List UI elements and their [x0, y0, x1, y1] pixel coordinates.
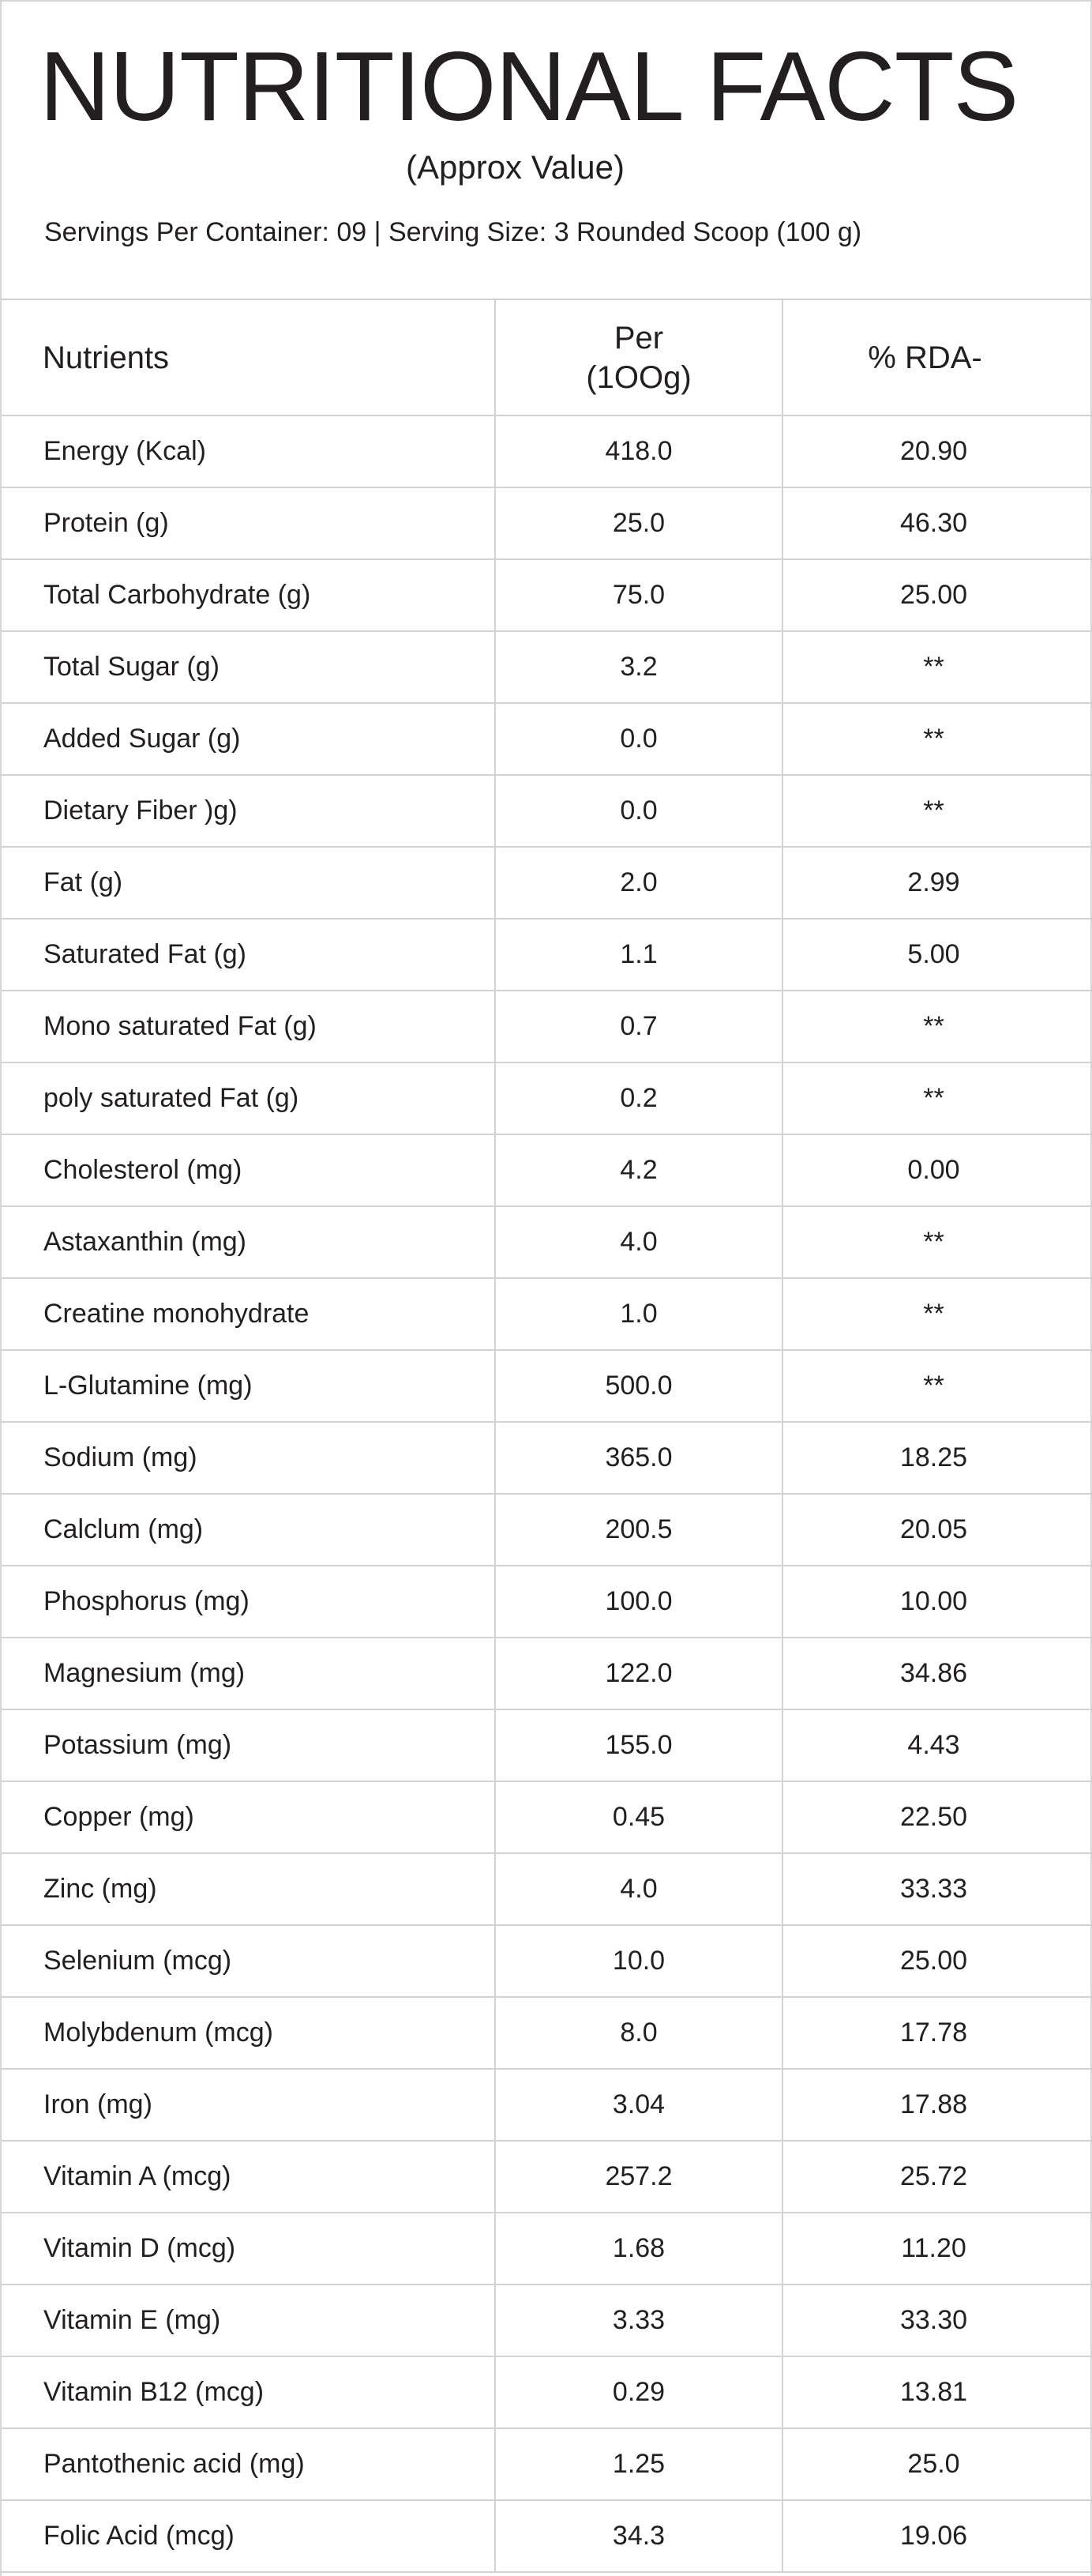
nutrient-name: Added Sugar (g): [2, 703, 495, 775]
nutrient-name: Total Sugar (g): [2, 631, 495, 703]
nutrient-name: Phosphorus (mg): [2, 1566, 495, 1638]
table-row: [2, 1350, 1090, 1422]
table-row: [2, 416, 1090, 487]
nutrient-per-100g: 365.0: [495, 1422, 782, 1494]
nutrient-name: Vitamin E (mg): [2, 2285, 495, 2356]
table-row: [2, 1853, 1090, 1925]
table-row: [2, 1134, 1090, 1206]
nutrient-per-100g: 3.2: [495, 631, 782, 703]
nutrient-name: Saturated Fat (g): [2, 919, 495, 991]
nutrient-name: Magnesium (mg): [2, 1638, 495, 1709]
nutrient-per-100g: 0.0: [495, 703, 782, 775]
table-row: [2, 2285, 1090, 2356]
table-header-row: [2, 300, 1090, 416]
nutrient-per-100g: 155.0: [495, 1709, 782, 1781]
nutrient-name: Iron (mg): [2, 2069, 495, 2141]
nutrient-per-100g: 1.68: [495, 2213, 782, 2285]
nutrient-name: Mono saturated Fat (g): [2, 991, 495, 1062]
column-header-rda: % RDA-: [782, 300, 1090, 416]
nutrient-name: Fat (g): [2, 847, 495, 919]
nutrient-name: Folic Acid (mcg): [2, 2500, 495, 2572]
nutrient-name: Copper (mg): [2, 1781, 495, 1853]
nutrient-name: Molybdenum (mcg): [2, 1997, 495, 2069]
nutrient-rda: 10.00: [782, 1566, 1090, 1638]
nutrient-name: Protein (g): [2, 487, 495, 559]
nutrient-rda: 25.0: [782, 2428, 1090, 2500]
table-row: [2, 1997, 1090, 2069]
table-row: [2, 2213, 1090, 2285]
nutrient-rda: **: [782, 1062, 1090, 1134]
nutrient-per-100g: 200.5: [495, 1494, 782, 1566]
nutrient-rda: 22.50: [782, 1781, 1090, 1853]
nutrient-rda: 25.00: [782, 1925, 1090, 1997]
table-row: [2, 703, 1090, 775]
column-header-nutrients: Nutrients: [2, 300, 495, 416]
nutrient-per-100g: 0.7: [495, 991, 782, 1062]
nutrient-rda: 5.00: [782, 919, 1090, 991]
table-row: [2, 2356, 1090, 2428]
nutrient-per-100g: 0.0: [495, 775, 782, 847]
column-header-per-unit: (1OOg): [586, 359, 692, 395]
nutrient-per-100g: 1.1: [495, 919, 782, 991]
nutrient-rda: **: [782, 703, 1090, 775]
nutrient-rda: 20.05: [782, 1494, 1090, 1566]
nutrient-name: Dietary Fiber )g): [2, 775, 495, 847]
table-row: [2, 919, 1090, 991]
table-row: [2, 2428, 1090, 2500]
table-body: [2, 416, 1090, 2572]
nutrient-name: Total Carbohydrate (g): [2, 559, 495, 631]
nutrient-name: Selenium (mcg): [2, 1925, 495, 1997]
nutrient-rda: **: [782, 1206, 1090, 1278]
nutrient-per-100g: 0.2: [495, 1062, 782, 1134]
nutrient-rda: 19.06: [782, 2500, 1090, 2572]
nutrient-rda: 33.33: [782, 1853, 1090, 1925]
nutrient-per-100g: 10.0: [495, 1925, 782, 1997]
table-row: [2, 991, 1090, 1062]
table-row: [2, 1781, 1090, 1853]
nutrient-rda: **: [782, 775, 1090, 847]
serving-info: Servings Per Container: 09 | Serving Size: 3 Rounded Scoop (100 g): [44, 217, 862, 247]
nutrient-rda: 0.00: [782, 1134, 1090, 1206]
table-row: [2, 1638, 1090, 1709]
nutrient-per-100g: 418.0: [495, 416, 782, 487]
nutrient-rda: **: [782, 1278, 1090, 1350]
nutrient-name: Vitamin D (mcg): [2, 2213, 495, 2285]
nutrient-rda: 11.20: [782, 2213, 1090, 2285]
nutrient-rda: 25.72: [782, 2141, 1090, 2213]
table-row: [2, 1422, 1090, 1494]
table-row: [2, 775, 1090, 847]
table-row: [2, 1925, 1090, 1997]
table-row: [2, 631, 1090, 703]
table-row: [2, 559, 1090, 631]
nutrient-name: Zinc (mg): [2, 1853, 495, 1925]
nutrient-name: Vitamin A (mcg): [2, 2141, 495, 2213]
table-row: [2, 2500, 1090, 2572]
nutrient-per-100g: 75.0: [495, 559, 782, 631]
nutrient-per-100g: 4.2: [495, 1134, 782, 1206]
nutrition-header: [2, 2, 1090, 300]
nutrient-per-100g: 0.29: [495, 2356, 782, 2428]
table-row: [2, 1566, 1090, 1638]
nutrient-rda: 20.90: [782, 416, 1090, 487]
nutrient-rda: **: [782, 991, 1090, 1062]
nutrient-per-100g: 25.0: [495, 487, 782, 559]
nutrient-per-100g: 8.0: [495, 1997, 782, 2069]
nutrient-per-100g: 34.3: [495, 2500, 782, 2572]
nutrient-name: Sodium (mg): [2, 1422, 495, 1494]
nutrient-rda: 46.30: [782, 487, 1090, 559]
nutrient-rda: 25.00: [782, 559, 1090, 631]
nutrient-name: Potassium (mg): [2, 1709, 495, 1781]
table-row: [2, 2141, 1090, 2213]
nutrient-rda: 34.86: [782, 1638, 1090, 1709]
nutrient-per-100g: 3.04: [495, 2069, 782, 2141]
nutrient-name: Energy (Kcal): [2, 416, 495, 487]
nutrient-rda: 17.78: [782, 1997, 1090, 2069]
nutrient-name: Cholesterol (mg): [2, 1134, 495, 1206]
nutrient-rda: 18.25: [782, 1422, 1090, 1494]
nutrient-per-100g: 500.0: [495, 1350, 782, 1422]
nutrient-per-100g: 122.0: [495, 1638, 782, 1709]
column-header-per-100g: [495, 300, 782, 416]
nutrient-rda: **: [782, 1350, 1090, 1422]
table-row: [2, 1709, 1090, 1781]
subtitle: (Approx Value): [405, 149, 625, 186]
nutrient-name: Astaxanthin (mg): [2, 1206, 495, 1278]
nutrient-rda: 2.99: [782, 847, 1090, 919]
table-row: [2, 487, 1090, 559]
nutrient-per-100g: 257.2: [495, 2141, 782, 2213]
nutrient-rda: 17.88: [782, 2069, 1090, 2141]
nutrient-per-100g: 0.45: [495, 1781, 782, 1853]
nutrient-rda: 4.43: [782, 1709, 1090, 1781]
table-row: [2, 1062, 1090, 1134]
nutrient-per-100g: 2.0: [495, 847, 782, 919]
nutrient-per-100g: 4.0: [495, 1853, 782, 1925]
page-title: NUTRITIONAL FACTS: [39, 32, 1019, 141]
nutrient-name: poly saturated Fat (g): [2, 1062, 495, 1134]
table-row: [2, 2069, 1090, 2141]
nutrient-per-100g: 1.25: [495, 2428, 782, 2500]
nutrient-name: L-Glutamine (mg): [2, 1350, 495, 1422]
table-row: [2, 1206, 1090, 1278]
nutrient-per-100g: 100.0: [495, 1566, 782, 1638]
table-row: [2, 847, 1090, 919]
nutrient-name: Creatine monohydrate: [2, 1278, 495, 1350]
nutrient-rda: 33.30: [782, 2285, 1090, 2356]
table-row: [2, 1494, 1090, 1566]
nutrient-name: Calclum (mg): [2, 1494, 495, 1566]
column-header-per-label: Per: [614, 320, 664, 355]
table-row: [2, 1278, 1090, 1350]
nutrition-table: [2, 300, 1090, 2573]
nutrient-name: Pantothenic acid (mg): [2, 2428, 495, 2500]
nutrient-rda: 13.81: [782, 2356, 1090, 2428]
nutrient-name: Vitamin B12 (mcg): [2, 2356, 495, 2428]
nutrient-per-100g: 1.0: [495, 1278, 782, 1350]
nutrient-rda: **: [782, 631, 1090, 703]
nutrient-per-100g: 3.33: [495, 2285, 782, 2356]
nutrient-per-100g: 4.0: [495, 1206, 782, 1278]
